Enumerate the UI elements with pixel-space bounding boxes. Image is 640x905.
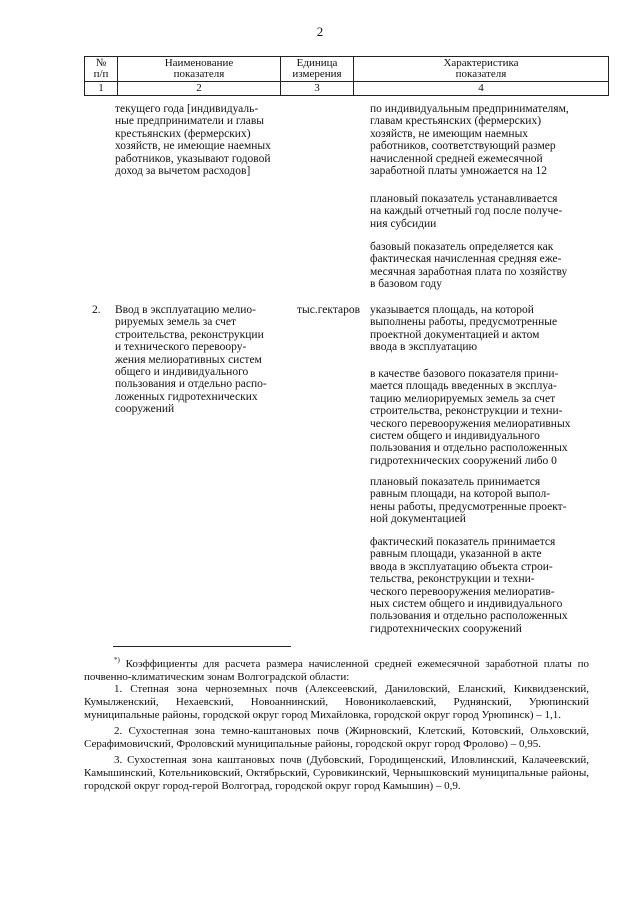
header-index-1: 1 (85, 82, 118, 96)
footnote-mark: *) (114, 656, 120, 664)
row2-characteristic-3: плановый показатель принимается равным площади, на которой выпол- нены работы, предусмотренные проект- ной документацией (370, 476, 567, 526)
header-col-number: № п/п (85, 57, 118, 82)
footnote-item-3: 3. Сухостепная зона каштановых почв (Дубовский, Городищенский, Иловлинский, Калачеевский, Камышинский, Котельниковский, Октябрьский, Суровикинский, Чернышковский муниципальные районы, городской округ город-герой Волгоград, городской округ город Камышин) – 0,9. (84, 754, 589, 792)
row2-characteristic-2: в качестве базового показателя прини- мается площадь введенных в эксплуа- тацию мелиорируемых земель за счет строительства, реконструкции и техни- ческого перевооружения мелиоративных систем общего и индивидуального пользования и отдельно расположенных гидротехнических сооружений либо 0 (370, 368, 571, 467)
row1-name: текущего года [индивидуаль- ные предприниматели и главы крестьянских (фермерских) хозяйств, не имеющие наемных работников, указывают годовой доход за вычетом расходов] (115, 103, 271, 178)
page-number: 2 (316, 24, 324, 39)
header-col-name: Наименование показателя (118, 57, 281, 82)
row1-characteristic-1: по индивидуальным предпринимателям, главам крестьянских (фермерских) хозяйств, не имеющим наемных работников, соответствующий размер начисленной средней ежемесячной заработной платы умножается на 12 (370, 103, 569, 178)
row2-characteristic-4: фактический показатель принимается равным площади, указанной в акте ввода в эксплуатацию объекта строи- тельства, реконструкции и техни- ческого перевооружения мелиоратив- ных систем общего и индивидуального пользования и отдельно расположенных гидротехнических сооружений (370, 536, 568, 635)
header-col-unit: Единица измерения (281, 57, 354, 82)
row2-unit: тыс.гектаров (297, 304, 361, 316)
row2-name: Ввод в эксплуатацию мелио- рируемых земель за счет строительства, реконструкции и технического перевоору- жения мелиоративных систем общего и индивидуального пользования и отдельно распо- ложенных гидротехнических сооружений (115, 304, 267, 416)
footnote-intro: *) Коэффициенты для расчета размера начисленной средней ежемесячной заработной платы по почвенно-климатическим зонам Волгоградской области: (84, 656, 590, 683)
header-index-4: 4 (354, 82, 609, 96)
table-header (84, 56, 609, 96)
header-col-characteristic: Характеристика показателя (354, 57, 609, 82)
row1-characteristic-3: базовый показатель определяется как фактическая начисленная средняя еже- месячная заработная плата по хозяйству в базовом году (370, 241, 568, 291)
footnote-item-2: 2. Сухостепная зона темно-каштановых почв (Жирновский, Клетский, Котовский, Ольховский, Серафимовичский, Фроловский муниципальные районы, городской округ город Фролово) – 0,95. (84, 725, 589, 750)
row1-characteristic-2: плановый показатель устанавливается на каждый отчетный год после получе- ния субсидии (370, 193, 563, 230)
row2-characteristic-1: указывается площадь, на которой выполнены работы, предусмотренные проектной документацией и актом ввода в эксплуатацию (370, 304, 558, 354)
header-index-2: 2 (118, 82, 281, 96)
footnote-divider (113, 646, 291, 647)
row2-number: 2. (92, 304, 101, 316)
header-index-3: 3 (281, 82, 354, 96)
footnote-item-1: 1. Степная зона черноземных почв (Алексеевский, Даниловский, Еланский, Киквидзенский, Кумылженский, Нехаевский, Новоаннинский, Новониколаевский, Руднянский, Урюпинский муниципальные районы, городской округ город Михайловка, городской округ город Урюпинск) – 1,1. (84, 683, 589, 721)
